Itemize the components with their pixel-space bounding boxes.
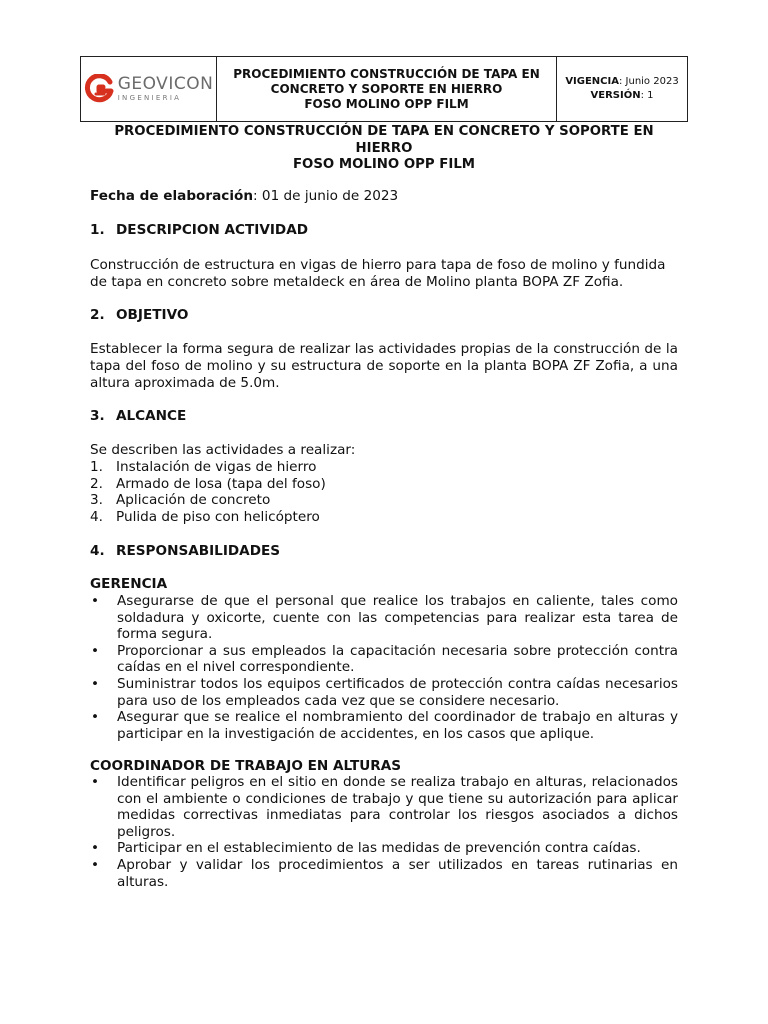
- section-text-descripcion: Construcción de estructura en vigas de hierro para tapa de foso de molino y fundida de tapa en concreto sobre metaldeck en área de Molino planta BOPA ZF Zofia.: [90, 257, 666, 290]
- bullet-text: Proporcionar a sus empleados la capacitación necesaria sobre protección contra caídas en el nivel correspondiente.: [117, 642, 678, 676]
- vigencia-label: VIGENCIA: [565, 76, 619, 87]
- section-heading-responsabilidades: [90, 543, 280, 560]
- header-title-line: PROCEDIMIENTO CONSTRUCCIÓN DE TAPA EN: [233, 66, 540, 81]
- coordinador-list: [90, 774, 678, 890]
- section-number: 3.: [90, 408, 105, 424]
- company-logo: [81, 57, 217, 121]
- section-title: DESCRIPCION ACTIVIDAD: [116, 222, 309, 238]
- bullet-glyph: •: [91, 642, 100, 659]
- section-number: 4.: [90, 543, 105, 559]
- section-heading-alcance: [90, 408, 186, 425]
- fecha-value: : 01 de junio de 2023: [253, 188, 399, 204]
- logo-name: GEOVICON: [117, 74, 214, 94]
- list-item: [90, 459, 678, 476]
- section-heading-objetivo: [90, 307, 188, 324]
- document-title-line: PROCEDIMIENTO CONSTRUCCIÓN DE TAPA EN CONCRETO Y SOPORTE EN: [114, 124, 654, 139]
- bullet-glyph: •: [91, 675, 100, 692]
- bullet-glyph: •: [91, 774, 100, 790]
- bullet-glyph: •: [91, 856, 100, 873]
- list-number: 3.: [90, 492, 103, 509]
- section-title: OBJETIVO: [116, 307, 189, 323]
- bullet-text: Suministrar todos los equipos certificados de protección contra caídas necesarios para uso de los empleados cada vez que se considere necesario.: [117, 675, 678, 709]
- bullet-item: [90, 857, 678, 890]
- version-value: : 1: [640, 90, 654, 101]
- vigencia-value: : Junio 2023: [618, 76, 679, 87]
- version: [591, 89, 654, 103]
- alcance-intro: Se describen las actividades a realizar:: [90, 442, 356, 458]
- bullet-text: Identificar peligros en el sitio en donde se realiza trabajo en alturas, relacionados con el ambiente o condiciones de trabajo y que tiene su autorización para aplicar medidas correctivas inmediatas para controlar los riesgos asociados a dichos peligros.: [117, 774, 678, 840]
- list-text: Pulida de piso con helicóptero: [116, 509, 320, 526]
- bullet-text: Aprobar y validar los procedimientos a ser utilizados en tareas rutinarias en alturas.: [117, 856, 678, 890]
- header-title-line: FOSO MOLINO OPP FILM: [304, 96, 469, 111]
- geovicon-g-icon: [84, 74, 114, 104]
- list-text: Aplicación de concreto: [116, 492, 271, 509]
- bullet-glyph: •: [91, 840, 100, 857]
- header-title-line: CONCRETO Y SOPORTE EN HIERRO: [270, 81, 503, 96]
- list-text: Instalación de vigas de hierro: [116, 459, 317, 475]
- section-title: ALCANCE: [116, 408, 187, 424]
- bullet-item: [90, 840, 678, 857]
- list-number: 4.: [90, 509, 103, 526]
- list-number: 1.: [90, 459, 103, 475]
- section-number: 2.: [90, 307, 105, 323]
- logo-subtitle: INGENIERIA: [117, 94, 182, 102]
- list-number: 2.: [90, 475, 103, 492]
- fecha-label: Fecha de elaboración: [90, 188, 254, 204]
- header-title: [217, 57, 557, 121]
- gerencia-heading: GERENCIA: [90, 576, 168, 592]
- bullet-text: Asegurar que se realice el nombramiento del coordinador de trabajo en alturas y participar en la investigación de accidentes, en los casos que aplique.: [117, 709, 678, 742]
- version-label: VERSIÓN: [590, 90, 641, 101]
- document-title-line: HIERRO: [355, 140, 413, 156]
- bullet-item: [90, 676, 678, 709]
- header-meta: [557, 57, 687, 121]
- bullet-text: Asegurarse de que el personal que realice los trabajos en caliente, tales como soldadura y oxicorte, cuente con las competencias para realizar esta tarea de forma segura.: [117, 593, 678, 643]
- bullet-item: [90, 709, 678, 742]
- document-title: [90, 124, 678, 174]
- alcance-list: [90, 459, 678, 526]
- section-text-objetivo: Establecer la forma segura de realizar las actividades propias de la construcción de la tapa del foso de molino y su estructura de soporte en la planta BOPA ZF Zofia, a una altura aproximada de 5.0m.: [90, 341, 678, 391]
- section-number: 1.: [90, 222, 105, 238]
- gerencia-list: [90, 593, 678, 742]
- list-text: Armado de losa (tapa del foso): [116, 475, 326, 492]
- document-header: [80, 56, 688, 122]
- list-item: [90, 476, 678, 493]
- bullet-glyph: •: [91, 709, 100, 726]
- list-item: [90, 492, 678, 509]
- section-title: RESPONSABILIDADES: [116, 543, 281, 559]
- bullet-item: [90, 593, 678, 643]
- coordinador-heading: COORDINADOR DE TRABAJO EN ALTURAS: [90, 758, 402, 774]
- fecha-elaboracion: [90, 188, 678, 205]
- bullet-glyph: •: [91, 593, 100, 609]
- document-title-line: FOSO MOLINO OPP FILM: [292, 157, 476, 172]
- list-item: [90, 509, 678, 526]
- bullet-item: [90, 643, 678, 676]
- bullet-text: Participar en el establecimiento de las medidas de prevención contra caídas.: [117, 840, 641, 857]
- vigencia: [565, 75, 678, 89]
- bullet-item: [90, 774, 678, 840]
- section-heading-descripcion: [90, 222, 308, 239]
